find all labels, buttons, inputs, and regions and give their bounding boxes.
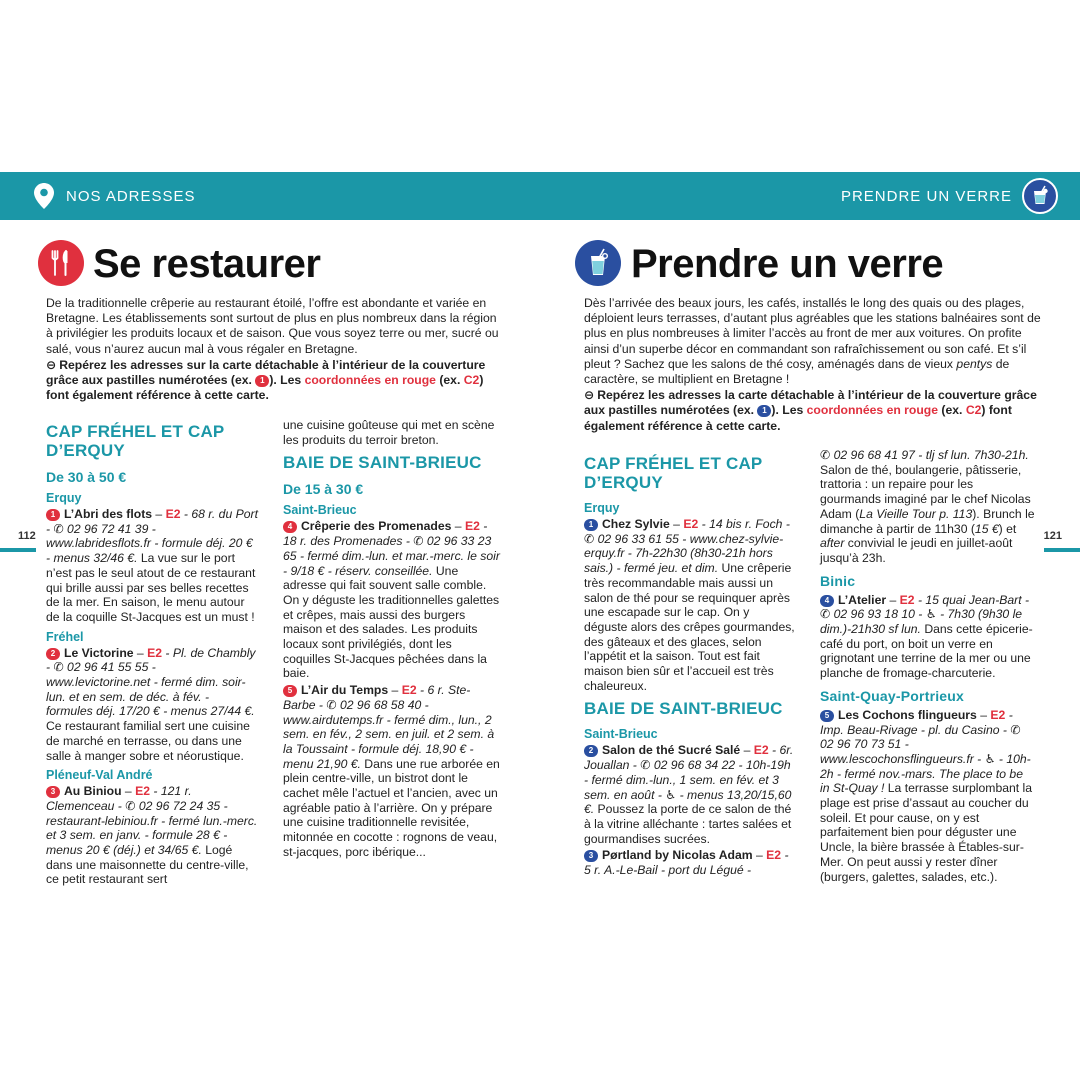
list-item: 3 Au Biniou – E2 - 121 r. Clemenceau - ✆ 02 96 72 24 35 - restaurant-lebiniou.fr - fermé lun.-merc. et 3 sem. en janv. - formule 28 € - menus 20 € (déj.) et 34/65 €. Logé dans une maisonnette du centre-ville, ce petit restaurant sert [46,784,258,887]
map-arrow-icon: ⊖ [46,357,57,372]
town-heading: Fréhel [46,629,84,644]
cocktail-glass-icon [575,240,621,286]
town-heading: Pléneuf-Val André [46,768,153,783]
intro-restaurer [46,296,506,403]
section-title-verre: Prendre un verre [631,242,944,286]
list-item: 1 L’Abri des flots – E2 - 68 r. du Port - ✆ 02 96 72 41 39 - www.labridesflots.fr - formule déj. 20 € - menus 32/46 €. La vue sur le port n’est pas le seul atout de ce restaurant qui brille aussi par ses belles recettes de la mer. En saison, le menu autour de la coquille St-Jacques est un must ! [46,507,258,624]
example-badge: 1 [757,405,771,417]
drink-icon [1022,178,1058,214]
town-heading: Saint-Brieuc [283,503,357,518]
list-item: 5 Les Cochons flingueurs – E2 - Imp. Beau-Rivage - pl. du Casino - ✆ 02 96 70 73 51 - www.lescochonsflingueurs.fr - ♿ - 10h-2h - fermé nov.-mars. The place to be in St-Quay ! La terrasse surplombant la plage est prise d’assaut au coucher du soleil. Et pour cause, on y est parfaitement bien pour déguster une Uncle, la bière brassée à Étables-sur-Mer. On peut aussi y rester dîner (burgers, galettes, salades, etc.). [820,707,1033,884]
page-number-right: 121 [1043,530,1062,542]
area-heading: CAP FRÉHEL ET CAP D’ERQUY [46,422,225,460]
section-title-restaurer: Se restaurer [93,242,321,286]
page-rule-right [1044,548,1080,552]
intro-verre [584,296,1044,434]
top-banner [0,172,1080,220]
map-note: ⊖ Repérez les adresses sur la carte détachable à l’intérieur de la couverture grâce aux pastilles numérotées (ex. 1 ). Les coordonnées en rouge (ex. C2) font également référence à cette carte. [46,357,486,403]
area-heading: BAIE DE SAINT-BRIEUC [584,699,783,719]
list-item: 2 Salon de thé Sucré Salé – E2 - 6r. Jouallan - ✆ 02 96 68 34 22 - 10h-19h - fermé dim.-lun., 1 sem. en fév. et 3 sem. en août - ♿ - menus 13,20/15,60 €. Poussez la porte de ce salon de thé à la vitrine alléchante : tartes salées et gourmandises sucrées. [584,743,794,846]
town-heading: Saint-Quay-Portrieux [820,687,965,704]
map-note: ⊖ Repérez les adresses la carte détachable à l’intérieur de la couverture grâce aux pastilles numérotées (ex. 1 ). Les coordonnées en rouge (ex. C2) font également référence à cette carte. [584,388,1037,433]
area-heading: BAIE DE SAINT-BRIEUC [283,453,482,473]
page-rule-left [0,548,36,552]
intro-text: Dès l’arrivée des beaux jours, les cafés, installés le long des quais ou des plages, déploient leurs terrasses, d’autant plus agréables que les stations balnéaires sont de plus en plus nombreuses à limiter l’accès au front de mer aux voitures. On profite ainsi d’un superbe décor en commandant son rafraîchissement ou son café. Et s’il pleut ? Sachez que les salons de thé cosy, aménagés dans de vieux pentys de caractère, se multiplient en Bretagne ! [584,296,1041,387]
list-item: 4 L’Atelier – E2 - 15 quai Jean-Bart - ✆ 02 96 93 18 10 - ♿ - 7h30 (9h30 le dim.)-21h30 sf lun. Dans cette épicerie-café du port, on boit un verre en grignotant une terrine de la mer ou une planche de fromage-charcuterie. [820,592,1033,681]
list-item: 5 L’Air du Temps – E2 - 6 r. Ste-Barbe - ✆ 02 96 68 58 40 - www.airdutemps.fr - fermé dim., lun., 2 sem. en fév., 2 sem. en juil. et 2 sem. à la Toussaint - formule déj. 18,90 € - menu 21,90 €. Dans une rue arborée en plein centre-ville, un bistrot dont le cachet mêle l’actuel et l’ancien, avec un agréable patio à l’arrière. On y prépare une cuisine traditionnelle revisitée, mitonnée en cocotte : rognons de veau, st-jacques, porc ibérique... [283,683,500,859]
intro-text: De la traditionnelle crêperie au restaurant étoilé, l’offre est abondante et variée en Bretagne. Les établissements sont surtout de plus en plus nombreux dans la région à privilégier les produits locaux et de saison. Que vous soyez terre ou mer, sucré ou salé, vous n’aurez aucun mal à vous régaler en Bretagne. [46,296,499,356]
area-heading: CAP FRÉHEL ET CAP D’ERQUY [584,454,763,492]
restaurer-column-1 [46,416,258,889]
example-badge: 1 [255,375,269,387]
banner-left-label: NOS ADRESSES [66,187,196,205]
price-heading: De 30 à 50 € [46,469,127,485]
banner-right [841,172,1058,220]
verre-column-2 [820,448,1035,886]
continued-text: une cuisine goûteuse qui met en scène les produits du terroir breton. [283,418,495,447]
list-item: 4 Crêperie des Promenades – E2 - 18 r. des Promenades - ✆ 02 96 33 23 65 - fermé dim.-lun. et mar.-merc. le soir - 9/18 € - réserv. conseillée. Une adresse qui fait souvent salle comble. On y déguste les traditionnelles galettes et crêpes, mais aussi des burgers maison et des salades. Les produits locaux sont privilégiés, dont les coquilles St-Jacques pêchées dans la baie. [283,519,500,681]
price-heading: De 15 à 30 € [283,481,364,498]
town-heading: Saint-Brieuc [584,727,658,742]
town-heading: Erquy [584,501,620,515]
list-item: 1 Chez Sylvie – E2 - 14 bis r. Foch - ✆ 02 96 33 61 55 - www.chez-sylvie-erquy.fr - 7h-22h30 (8h30-21h hors sais.) - fermé jeu. et dim. Une crêperie très recommandable mais aussi un salon de thé pour se requinquer après une escapade sur le cap. On y déguste alors des crêpes gourmandes, des gâteaux et des glaces, selon l’appétit et la saison. Tout est fait maison bien sûr et l’accueil est très chaleureux. [584,517,795,693]
banner-left [34,172,196,220]
page-number-left: 112 [18,530,36,542]
location-pin-icon [34,183,54,209]
restaurer-column-2 [283,418,501,862]
map-arrow-icon: ⊖ [584,388,595,403]
banner-right-label: PRENDRE UN VERRE [840,187,1012,205]
fork-knife-icon [38,240,84,286]
verre-column-1 [584,448,796,880]
list-item: 2 Le Victorine – E2 - Pl. de Chambly - ✆ 02 96 41 55 55 - www.levictorine.net - fermé dim. soir-lun. et en sem. de déc. à fév. - formules déj. 17/20 € - menus 27/44 €. Ce restaurant familial sert une cuisine de marché en terrasse, ou dans une salle à manger sobre et néorustique. [46,645,256,763]
town-heading: Erquy [46,491,82,505]
continued-text: ✆ 02 96 68 41 97 - tlj sf lun. 7h30-21h. Salon de thé, boulangerie, pâtisserie, trattoria : un repaire pour les gourmands imaginé par le chef Nicolas Adam (La Vieille Tour p. 113). Brunch le dimanche à partir de 11h30 (15 €) et after convivial le jeudi en juillet-août jusqu’à 23h. [820,448,1035,565]
town-heading: Binic [820,572,856,589]
list-item: 3 Pørtland by Nicolas Adam – E2 - 5 r. A.-Le-Bail - port du Légué - [584,848,789,878]
